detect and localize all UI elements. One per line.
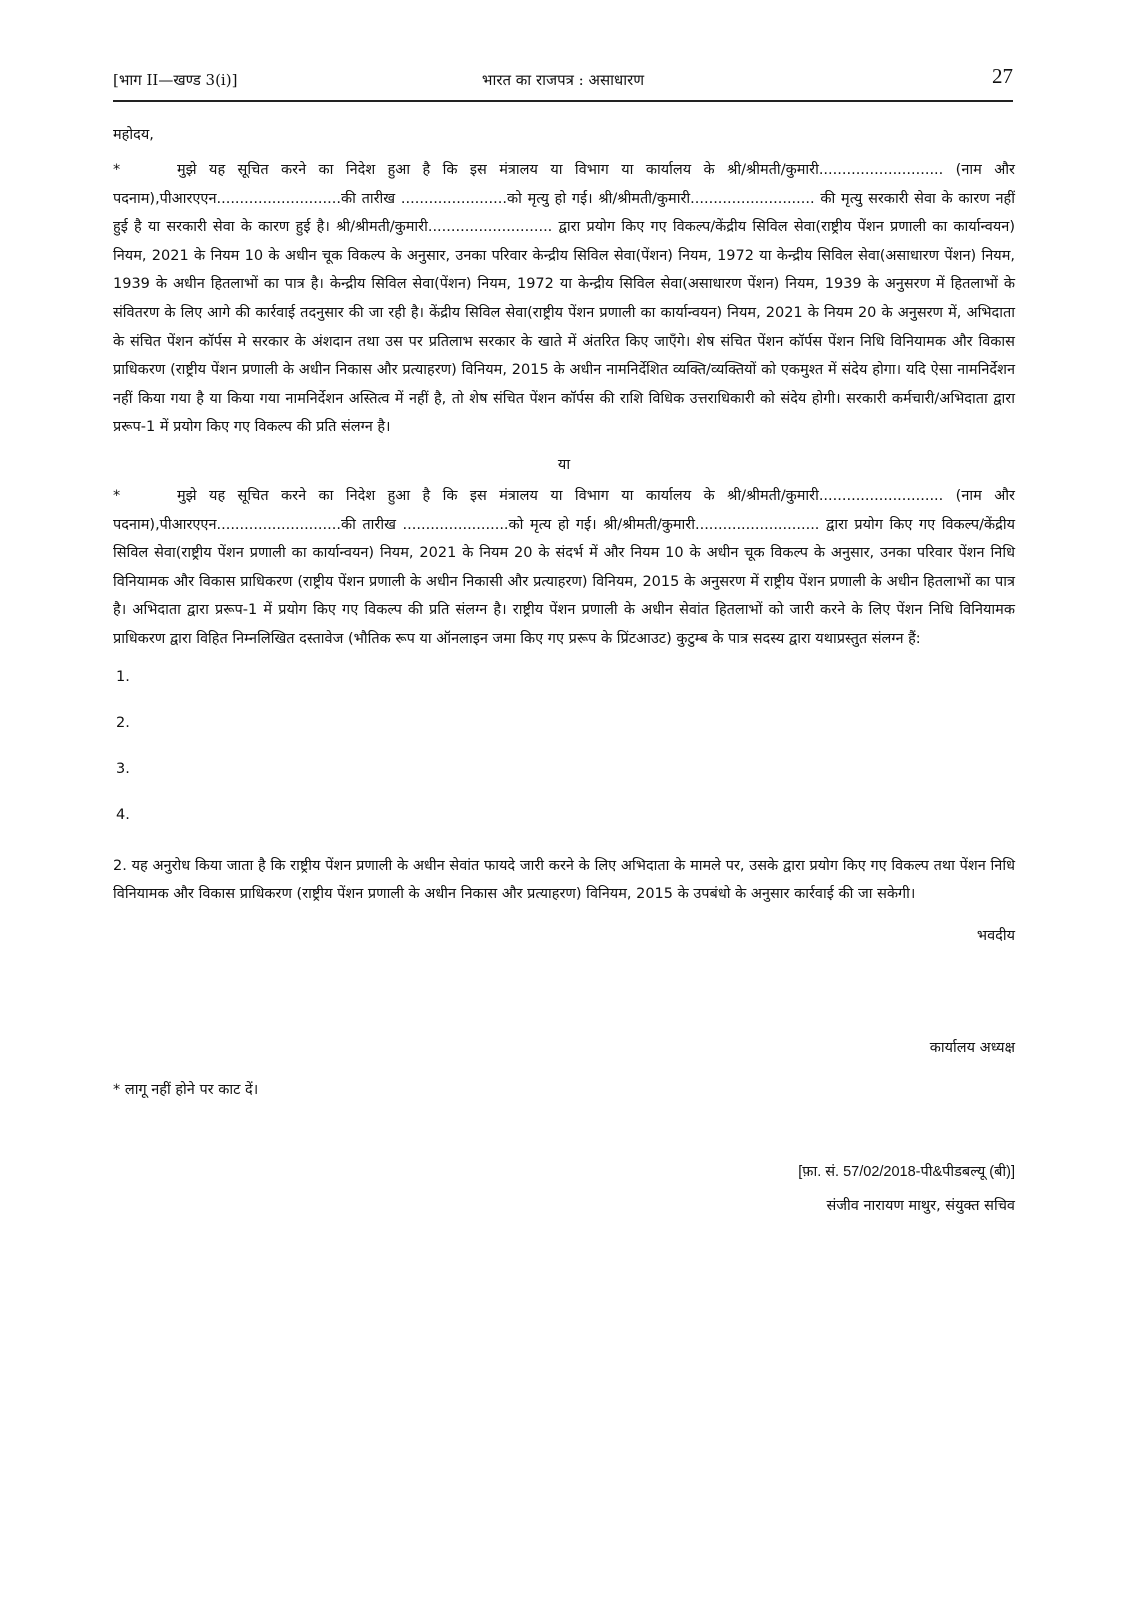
document-list [113,666,1015,850]
list-item: 3. [116,760,130,777]
part-section-label: [भाग II—खण्ड 3(i)] [113,71,238,89]
option-1-text: मुझे यह सूचित करने का निदेश हुआ है कि इस मंत्रालय या विभाग या कार्यालय के श्री/श्रीमती/कुमारी........................... (नाम और पदनाम),पीआरएएन...........................की तारीख .......................को मृत्यु हो गई। श्री/श्रीमती/कुमारी........................... की मृत्यु सरकारी सेवा के कारण नहीं हुई है या सरकारी सेवा के कारण हुई है। श्री/श्रीमती/कुमारी........................... द्वारा प्रयोग किए गए विकल्प/केंद्रीय सिविल सेवा(राष्ट्रीय पेंशन प्रणाली का कार्यान्वयन) नियम, 2021 के नियम 10 के अधीन चूक विकल्प के अनुसार, उनका परिवार केन्द्रीय सिविल सेवा(पेंशन) नियम, 1972 या केन्द्रीय सिविल सेवा(असाधारण पेंशन) नियम, 1939 के अधीन हितलाभों का पात्र है। केन्द्रीय सिविल सेवा(पेंशन) नियम, 1972 या केन्द्रीय सिविल सेवा(असाधारण पेंशन) नियम, 1939 के अनुसरण में हितलाभों के संवितरण के लिए आगे की कार्रवाई तदनुसार की जा रही है। केंद्रीय सिविल सेवा(राष्ट्रीय पेंशन प्रणाली का कार्यान्वयन) नियम, 2021 के नियम 20 के अनुसरण में, अभिदाता के संचित पेंशन कॉर्पस मे सरकार के अंशदान तथा उस पर प्रतिलाभ सरकार के खाते में अंतरित किए जाएँगे। शेष संचित पेंशन कॉर्पस पेंशन निधि विनियामक और विकास प्राधिकरण (राष्ट्रीय पेंशन प्रणाली के अधीन निकास और प्रत्याहरण) विनियम, 2015 के अधीन नामनिर्देशित व्यक्ति/व्यक्तियों को एकमुश्त में संदेय होगा। यदि ऐसा नामनिर्देशन नहीं किया गया है या किया गया नामनिर्देशन अस्तित्व में नहीं है, तो शेष संचित पेंशन कॉर्पस की राशि विधिक उत्तराधिकारी को संदेय होगी। सरकारी कर्मचारी/अभिदाता द्वारा प्ररूप-1 में प्रयोग किए गए विकल्प की प्रति संलग्न है। [113,162,1015,436]
list-item: 2. [116,714,130,731]
option-2-paragraph [113,482,1015,654]
closing: भवदीय [976,927,1015,944]
page-number: 27 [992,64,1013,88]
list-item: 1. [116,668,130,685]
footnote: * लागू नहीं होने पर काट दें। [113,1081,259,1098]
option-1-marker: * [113,162,121,178]
signatory: संजीव नारायण माथुर, संयुक्त सचिव [826,1197,1015,1214]
option-2-text: मुझे यह सूचित करने का निदेश हुआ है कि इस मंत्रालय या विभाग या कार्यालय के श्री/श्रीमती/कुमारी........................... (नाम और पदनाम),पीआरएएन...........................की तारीख .......................को मृत्य हो गई। श्री/श्रीमती/कुमारी........................... द्वारा प्रयोग किए गए विकल्प/केंद्रीय सिविल सेवा(राष्ट्रीय पेंशन प्रणाली का कार्यान्वयन) नियम, 2021 के नियम 20 के संदर्भ में और नियम 10 के अधीन चूक विकल्प के अनुसार, उनका परिवार पेंशन निधि विनियामक और विकास प्राधिकरण (राष्ट्रीय पेंशन प्रणाली के अधीन निकासी और प्रत्याहरण) विनियम, 2015 के अनुसरण में राष्ट्रीय पेंशन प्रणाली के अधीन हितलाभों का पात्र है। अभिदाता द्वारा प्ररूप-1 में प्रयोग किए गए विकल्प की प्रति संलग्न है। राष्ट्रीय पेंशन प्रणाली के अधीन सेवांत हितलाभों को जारी करने के लिए पेंशन निधि विनियामक प्राधिकरण द्वारा विहित निम्नलिखित दस्तावेज (भौतिक रूप या ऑनलाइन जमा किए गए प्ररूप के प्रिंटआउट) कुटुम्ब के पात्र सदस्य द्वारा यथाप्रस्तुत संलग्न हैं: [113,487,1015,647]
file-number: [फ़ा. सं. 57/02/2018-पी&पीडबल्यू (बी)] [798,1163,1015,1180]
option-2-marker: * [113,487,121,504]
page-header [113,64,1013,102]
office-head: कार्यालय अध्यक्ष [929,1039,1015,1056]
request-paragraph: 2. यह अनुरोध किया जाता है कि राष्ट्रीय पेंशन प्रणाली के अधीन सेवांत फायदे जारी करने के लिए अभिदाता के मामले पर, उसके द्वारा प्रयोग किए गए विकल्प तथा पेंशन निधि विनियामक और विकास प्राधिकरण (राष्ट्रीय पेंशन प्रणाली के अधीन निकास और प्रत्याहरण) विनियम, 2015 के उपबंधो के अनुसार कार्रवाई की जा सकेगी। [113,857,1015,903]
gazette-title: भारत का राजपत्र : असाधारण [481,71,645,89]
option-1-paragraph [113,156,1015,442]
or-separator: या [557,456,571,473]
salutation: महोदय, [113,127,154,143]
letter-body [113,124,1015,1215]
list-item: 4. [116,806,130,823]
